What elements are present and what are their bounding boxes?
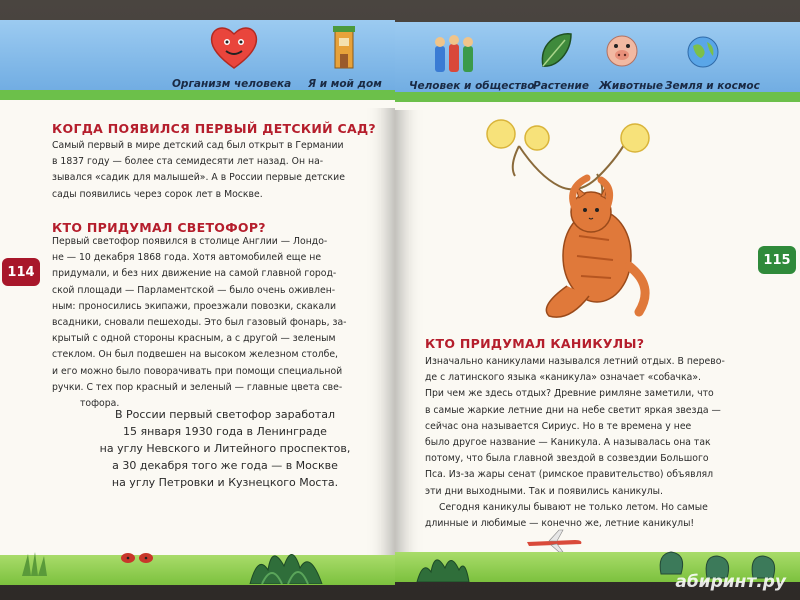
note-line: на углу Невского и Литейного проспектов, (99, 442, 351, 455)
text-line: Изначально каникулами назывался летний отдых. В перево- (425, 356, 725, 367)
text-line: и его можно было поворачивать при помощи специальной (52, 365, 343, 377)
note-line: на углу Петровки и Кузнецкого Моста. (111, 476, 339, 489)
text-line: эти дни выходными. Так и появились каникулы. (425, 485, 663, 497)
text-line: в самые жаркие летние дни на небе светит яркая звезда — (425, 404, 721, 416)
text-line: потому, что была главной звездой в созвездии Большого (425, 453, 709, 465)
category-home[interactable]: Я и мой дом (308, 78, 382, 90)
people-icon (433, 34, 477, 76)
pig-icon (603, 32, 641, 72)
text-line: ным: проносились экипажи, проезжали повозки, скакали (52, 300, 337, 312)
page-number-right: 115 (758, 246, 796, 274)
category-society[interactable]: Человек и общество (409, 80, 535, 92)
leaf-icon (537, 30, 573, 74)
left-ground (0, 555, 395, 585)
text-line: крытый с одной стороны красным, а с другой — зеленым (52, 333, 336, 345)
traffic-light-text (52, 234, 347, 412)
traffic-light-heading: КТО ПРИДУМАЛ СВЕТОФОР? (52, 220, 266, 235)
page-number-left: 114 (2, 258, 40, 286)
text-line: ской площади — Парламентской — было очень оживлен- (52, 284, 336, 296)
kindergarten-text (52, 138, 345, 203)
text-line: Самый первый в мире детский сад был открыт в Германии (52, 140, 344, 151)
text-line: не — 10 декабря 1868 года. Хотя автомобилей еще не (52, 252, 322, 264)
holidays-text (425, 354, 725, 532)
bush-icon (248, 540, 324, 585)
text-line: в 1837 году — более ста семидесяти лет назад. Он на- (52, 156, 324, 168)
text-line: длинные и любимые — конечно же, летние каникулы! (425, 518, 695, 530)
right-page (395, 22, 800, 582)
grass-icon (20, 550, 50, 580)
watermark: абиринт.ру (675, 572, 786, 592)
heart-icon (208, 24, 260, 76)
text-line: сады появились через сорок лет в Москве. (52, 188, 263, 200)
right-header-stripe (395, 92, 800, 102)
note-line: В России первый светофор заработал (114, 408, 336, 421)
text-line: сейчас она называется Сириус. Но в те времена у нее (425, 420, 692, 432)
category-body[interactable]: Организм человека (172, 78, 292, 90)
text-line: тофора. (80, 398, 120, 410)
text-line: Сегодня каникулы бывают не только летом. Но самые (439, 501, 708, 513)
left-page (0, 20, 395, 585)
text-line: Пса. Из-за жары сенат (римское правительство) объявлял (425, 469, 714, 481)
house-icon (332, 24, 356, 74)
ladybug-icon (118, 548, 158, 568)
text-line: стеклом. Он был подвешен на высоком железном столбе, (52, 349, 339, 361)
note-line: а 30 декабря того же года — в Москве (112, 459, 338, 472)
category-earth-space[interactable]: Земля и космос (665, 80, 760, 92)
text-line: всадники, сновали пешеходы. Это был газовый фонарь, за- (52, 317, 347, 329)
traffic-light-note (90, 406, 360, 491)
note-line: 15 января 1930 года в Ленинграде (123, 425, 327, 438)
kindergarten-heading: КОГДА ПОЯВИЛСЯ ПЕРВЫЙ ДЕТСКИЙ САД? (52, 121, 376, 136)
cat-illustration (479, 116, 669, 330)
airplane-icon (525, 528, 585, 556)
globe-icon (685, 34, 721, 74)
bush-icon (415, 548, 471, 582)
text-line: При чем же здесь отдых? Древние римляне заметили, что (425, 388, 714, 400)
text-line: зывался «садик для малышей». А в России первые детские (52, 172, 345, 184)
text-line: де с латинского языка «каникула» означает «собачка». (425, 372, 702, 384)
left-header-stripe (0, 90, 395, 100)
text-line: ручки. С тех пор красный и зеленый — главные цвета све- (52, 381, 343, 393)
category-plant[interactable]: Растение (533, 80, 589, 92)
text-line: придумали, и без них движение на самой главной город- (52, 268, 337, 280)
holidays-heading: КТО ПРИДУМАЛ КАНИКУЛЫ? (425, 336, 645, 351)
text-line: Первый светофор появился в столице Англии — Лондо- (52, 236, 328, 247)
category-animals[interactable]: Животные (599, 80, 664, 92)
text-line: было другое название — Каникула. А называлась она так (425, 437, 711, 449)
